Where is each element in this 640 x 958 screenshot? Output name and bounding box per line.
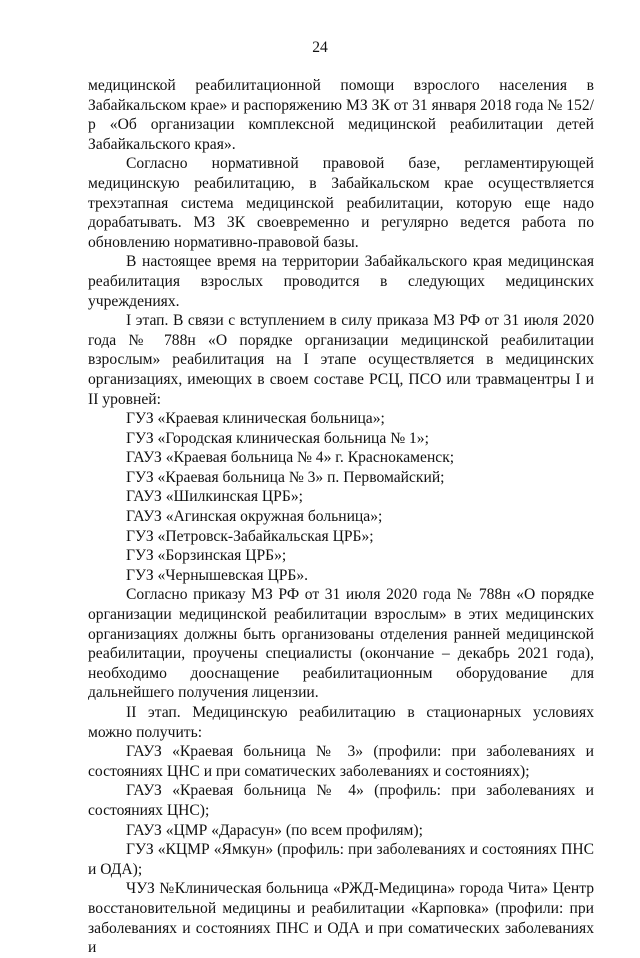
list-item: ГАУЗ «Краевая больница № 4» г. Краснокаменск; xyxy=(126,449,455,467)
document-body xyxy=(88,76,594,958)
stage2-institution-list xyxy=(88,742,594,958)
list-item: ГУЗ «Краевая клиническая больница»; xyxy=(126,410,385,428)
paragraph: Согласно нормативной правовой базе, регламентирующей медицинскую реабилитацию, в Забайкальском крае осуществляется трехэтапная система медицинской реабилитации, которую еще надо дорабатывать. МЗ ЗК своевременно и регулярно ведется работа по обновлению нормативно-правовой базы. xyxy=(88,155,594,251)
stage1-institution-list xyxy=(88,409,594,585)
list-item: ГУЗ «Борзинская ЦРБ»; xyxy=(126,547,287,565)
list-item: ГУЗ «Городская клиническая больница № 1»; xyxy=(126,429,429,447)
paragraph: Согласно приказу МЗ РФ от 31 июля 2020 года № 788н «О порядке организации медицинской реабилитации взрослым» в этих медицинских организациях должны быть организованы отделения ранней медицинской реабилитации, проучены специалисты (окончание – декабрь 2021 года), необходимо дооснащение реабилитационным оборудование для дальнейшего получения лицензии. xyxy=(88,586,594,702)
paragraph: II этап. Медицинскую реабилитацию в стационарных условиях можно получить: xyxy=(88,704,594,741)
paragraph: медицинской реабилитационной помощи взрослого населения в Забайкальском крае» и распоряжению МЗ ЗК от 31 января 2018 года № 152/р «Об организации комплексной медицинской реабилитации детей Забайкальского края». xyxy=(88,77,594,153)
list-item: ГУЗ «Чернышевская ЦРБ». xyxy=(126,566,309,584)
paragraph: В настоящее время на территории Забайкальского края медицинская реабилитация взрослых проводится в следующих медицинских учреждениях. xyxy=(88,253,594,310)
page-number: 24 xyxy=(312,39,328,56)
list-item: ГУЗ «Краевая больница № 3» п. Первомайский; xyxy=(126,468,445,486)
paragraph: I этап. В связи с вступлением в силу приказа МЗ РФ от 31 июля 2020 года № 788н «О порядке организации медицинской реабилитации взрослым» реабилитация на I этапе осуществляется в медицинских организациях, имеющих в своем составе РСЦ, ПСО или травмацентры I и II уровней: xyxy=(88,312,594,408)
list-item: ГУЗ «Петровск-Забайкальская ЦРБ»; xyxy=(126,527,374,545)
list-item: ГАУЗ «Шилкинская ЦРБ»; xyxy=(126,488,303,506)
list-item: ГАУЗ «ЦМР «Дарасун» (по всем профилям); xyxy=(126,821,423,839)
list-item: ГУЗ «КЦМР «Ямкун» (профиль: при заболеваниях и состояниях ПНС и ОДА); xyxy=(88,841,594,878)
list-item: ГАУЗ «Агинская окружная больница»; xyxy=(126,508,383,526)
list-item: ЧУЗ №Клиническая больница «РЖД-Медицина» города Чита» Центр восстановительной медицины и реабилитации «Карповка» (профили: при заболеваниях и состояниях ПНС и ОДА и при соматических заболеваниях и xyxy=(88,880,594,957)
list-item: ГАУЗ «Краевая больница № 3» (профили: при заболеваниях и состояниях ЦНС и при соматических заболеваниях и состояниях); xyxy=(88,743,594,780)
list-item: ГАУЗ «Краевая больница № 4» (профиль: при заболеваниях и состояниях ЦНС); xyxy=(88,782,594,819)
